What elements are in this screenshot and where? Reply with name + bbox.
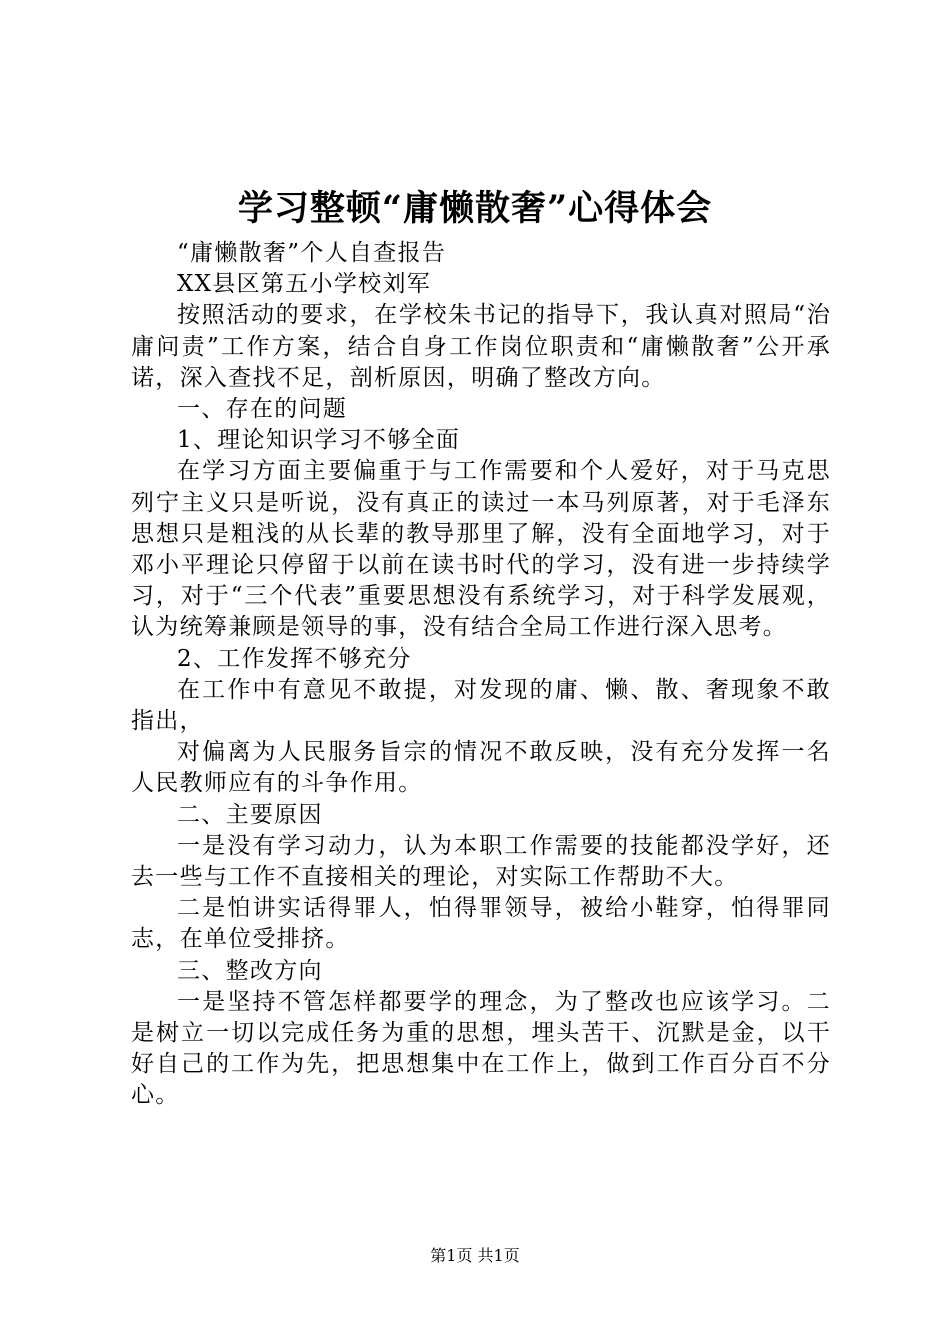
subheading-work-performance: 2、工作发挥不够充分 [177, 645, 412, 672]
section-heading-problems: 一、存在的问题 [177, 396, 348, 423]
section-heading-rectification: 三、整改方向 [177, 957, 323, 984]
paragraph-intro: 按照活动的要求，在学校朱书记的指导下，我认真对照局“治庸问责”工作方案，结合自身工作岗位职责和“庸懒散奢”公开承诺，深入查找不足，剖析原因，明确了整改方向。 [131, 302, 831, 391]
paragraph-work-service: 对偏离为人民服务旨宗的情况不敢反映，没有充分发挥一名人民教师应有的斗争作用。 [131, 739, 831, 797]
page-number-footer: 第1页 共1页 [430, 1246, 520, 1265]
paragraph-cause-two: 二是怕讲实话得罪人，怕得罪领导，被给小鞋穿，怕得罪同志，在单位受排挤。 [131, 895, 831, 953]
document-body [131, 238, 831, 1112]
section-heading-causes: 二、主要原因 [177, 801, 323, 828]
document-title: 学习整顿“庸懒散奢”心得体会 [237, 188, 713, 229]
paragraph-report-heading: “庸懒散奢”个人自查报告 [177, 240, 447, 266]
paragraph-rectification: 一是坚持不管怎样都要学的理念，为了整改也应该学习。二是树立一切以完成任务为重的思想，埋头苦干、沉默是金，以干好自己的工作为先，把思想集中在工作上，做到工作百分百不分心。 [131, 988, 831, 1109]
paragraph-theory-study: 在学习方面主要偏重于与工作需要和个人爱好，对于马克思列宁主义只是听说，没有真正的读过一本马列原著，对于毛泽东思想只是粗浅的从长辈的教导那里了解，没有全面地学习，对于邓小平理论只停留于以前在读书时代的学习，没有进一步持续学习，对于“三个代表”重要思想没有系统学习，对于科学发展观，认为统筹兼顾是领导的事，没有结合全局工作进行深入思考。 [131, 458, 831, 641]
subheading-theory-study: 1、理论知识学习不够全面 [177, 427, 461, 454]
paragraph-cause-one: 一是没有学习动力，认为本职工作需要的技能都没学好，还去一些与工作不直接相关的理论，对实际工作帮助不大。 [131, 832, 831, 891]
paragraph-author: XX县区第五小学校刘军 [177, 271, 432, 298]
paragraph-work-opinions: 在工作中有意见不敢提，对发现的庸、懒、散、奢现象不敢指出， [131, 676, 831, 735]
